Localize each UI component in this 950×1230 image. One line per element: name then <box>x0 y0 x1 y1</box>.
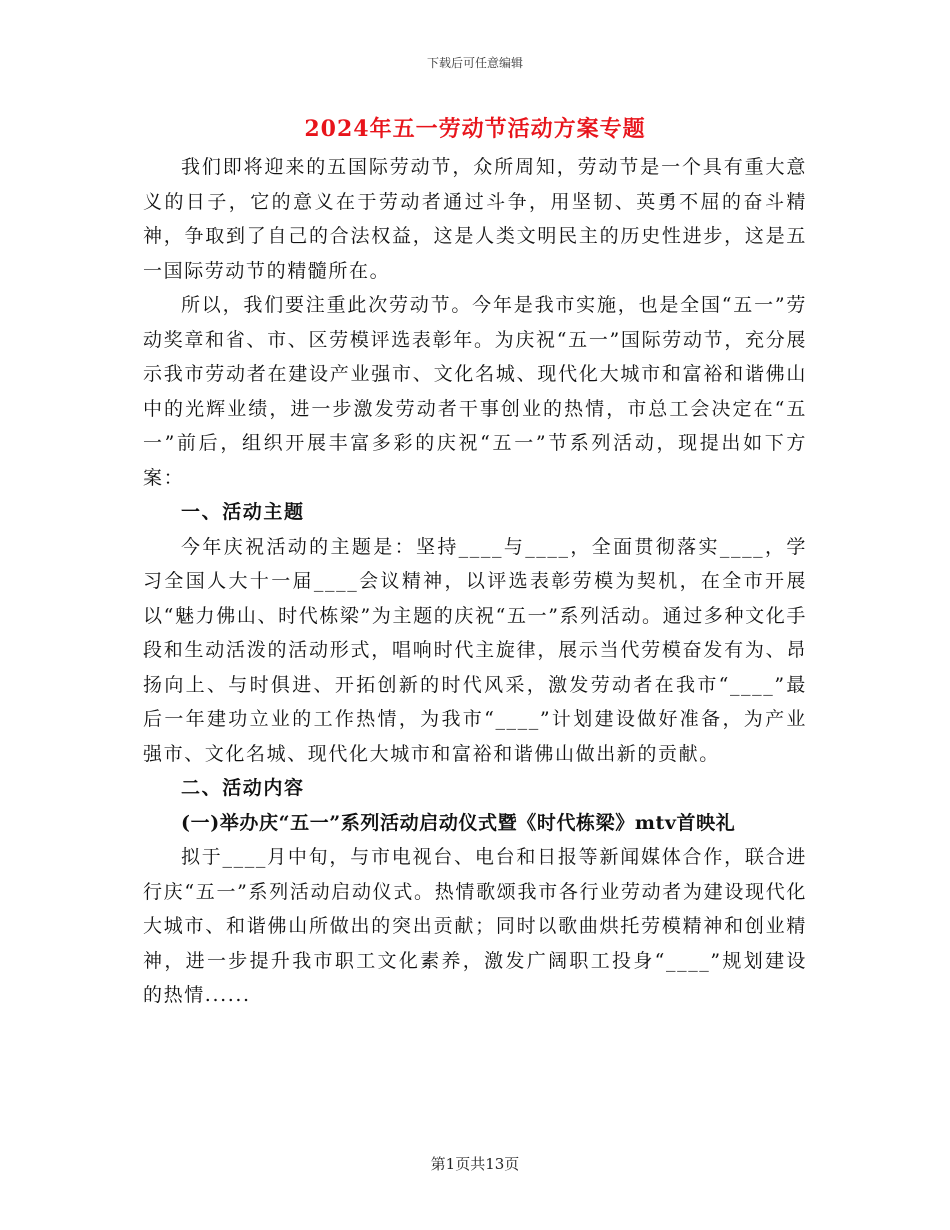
paragraph-launch: 拟于____月中旬，与市电视台、电台和日报等新闻媒体合作，联合进行庆“五一”系列活动启动仪式。热情歌颂我市各行业劳动者为建设现代化大城市、和谐佛山所做出的突出贡献；同时以歌曲烘托劳模精神和创业精神，进一步提升我市职工文化素养，激发广阔职工投身“____”规划建设的热情...... <box>143 846 807 1006</box>
paragraph-intro: 我们即将迎来的五国际劳动节，众所周知，劳动节是一个具有重大意义的日子，它的意义在于劳动者通过斗争，用坚韧、英勇不屈的奋斗精神，争取到了自己的合法权益，这是人类文明民主的历史性进步，这是五一国际劳动节的精髓所在。 <box>143 156 807 282</box>
paragraph-theme: 今年庆祝活动的主题是：坚持____与____，全面贯彻落实____，学习全国人大十一届____会议精神，以评选表彰劳模为契机，在全市开展以“魅力佛山、时代栋梁”为主题的庆祝“五一”系列活动。通过多种文化手段和生动活泼的活动形式，唱响时代主旋律，展示当代劳模奋发有为、昂扬向上、与时俱进、开拓创新的时代风采，激发劳动者在我市“____”最后一年建功立业的工作热情，为我市“____”计划建设做好准备，为产业强市、文化名城、现代化大城市和富裕和谐佛山做出新的贡献。 <box>143 535 807 765</box>
document-body <box>143 150 807 1013</box>
paragraph-purpose: 所以，我们要注重此次劳动节。今年是我市实施，也是全国“五一”劳动奖章和省、市、区劳模评选表彰年。为庆祝“五一”国际劳动节，充分展示我市劳动者在建设产业强市、文化名城、现代化大城市和富裕和谐佛山中的光辉业绩，进一步激发劳动者干事创业的热情，市总工会决定在“五一”前后，组织开展丰富多彩的庆祝“五一”节系列活动，现提出如下方案： <box>143 294 807 489</box>
page-number-footer: 第1页共13页 <box>430 1155 520 1173</box>
section-heading-content: 二、活动内容 <box>181 777 305 799</box>
subsection-heading-launch: (一)举办庆“五一”系列活动启动仪式暨《时代栋梁》mtv首映礼 <box>181 811 736 834</box>
document-title: 2024年五一劳动节活动方案专题 <box>304 116 646 142</box>
header-note: 下载后可任意编辑 <box>426 56 523 70</box>
section-heading-theme: 一、活动主题 <box>181 501 305 523</box>
